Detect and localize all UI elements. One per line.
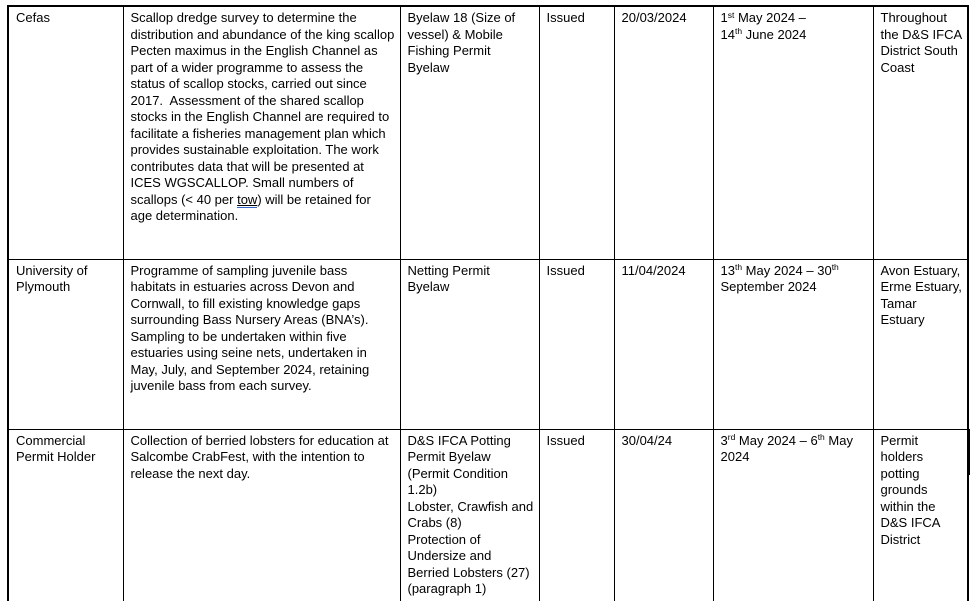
ordinal-suffix: rd bbox=[727, 432, 736, 442]
description-text-after: ) will be retained for age determination. bbox=[130, 191, 371, 223]
period-text: 3rd May 2024 – 6th May 2024 bbox=[720, 432, 853, 464]
applicant-cell bbox=[8, 6, 123, 259]
description-cell bbox=[123, 429, 400, 601]
applicant-text: Commercial Permit Holder bbox=[16, 432, 96, 464]
period-cell bbox=[713, 6, 873, 259]
applicant-cell bbox=[8, 429, 123, 601]
byelaw-cell bbox=[400, 429, 539, 601]
date-cell bbox=[614, 429, 713, 601]
date-text: 11/04/2024 bbox=[621, 262, 686, 278]
byelaw-cell bbox=[400, 259, 539, 429]
description-cell bbox=[123, 259, 400, 429]
revision-mark bbox=[967, 429, 970, 475]
description-text: Scallop dredge survey to determine the distribution and abundance of the king scallop Pecten maximus in the English Channel as part of a wider programme to assess the status of scallop stocks, carried out since 2017. Assessment of the shared scallop stocks in the English Channel are required to facilitate a fisheries management plan which provides sustainable exploitation. The work contributes data that will be presented at ICES WGSCALLOP. Small numbers of scallops (< 40 per bbox=[130, 10, 395, 207]
location-text: Throughout the D&S IFCA District South Coast bbox=[880, 10, 962, 75]
table-row bbox=[8, 429, 968, 601]
description-cell bbox=[123, 6, 400, 259]
ordinal-suffix: th bbox=[817, 432, 825, 442]
byelaw-text: Lobster, Crawfish and Crabs (8) bbox=[407, 498, 534, 530]
table-row bbox=[8, 259, 968, 429]
period-cell bbox=[713, 429, 873, 601]
period-text: 1st May 2024 – 14th June 2024 bbox=[720, 9, 807, 42]
date-text: 30/04/24 bbox=[621, 432, 673, 448]
byelaw-text: Netting Permit Byelaw bbox=[407, 262, 490, 294]
status-cell bbox=[539, 259, 614, 429]
location-cell bbox=[873, 6, 968, 259]
ordinal-suffix: st bbox=[727, 9, 735, 20]
tow-link[interactable]: tow bbox=[237, 191, 258, 207]
ordinal-suffix: th bbox=[831, 262, 839, 272]
location-text: Permit holders potting grounds within the D&S IFCA District bbox=[880, 432, 940, 547]
location-cell bbox=[873, 259, 968, 429]
applicant-cell bbox=[8, 259, 123, 429]
status-text: Issued bbox=[546, 432, 585, 448]
dispensations-table bbox=[7, 5, 969, 601]
description-text: Programme of sampling juvenile bass habitats in estuaries across Devon and Cornwall, to fill existing knowledge gaps surrounding Bass Nursery Areas (BNA’s). Sampling to be undertaken within five estuaries using seine nets, undertaken in May, July, and September 2024, retaining juvenile bass from each survey. bbox=[130, 262, 370, 393]
applicant-text: University of Plymouth bbox=[16, 262, 88, 294]
table-row bbox=[8, 6, 968, 259]
status-text: Issued bbox=[546, 262, 585, 278]
period-text: 13th May 2024 – 30th September 2024 bbox=[720, 262, 839, 294]
byelaw-cell bbox=[400, 6, 539, 259]
status-cell bbox=[539, 429, 614, 601]
description-text: Collection of berried lobsters for education at Salcombe CrabFest, with the intention to release the next day. bbox=[130, 432, 389, 481]
location-cell bbox=[873, 429, 968, 601]
date-cell bbox=[614, 6, 713, 259]
byelaw-text: Byelaw 18 (Size of vessel) & Mobile Fishing Permit Byelaw bbox=[407, 10, 516, 75]
applicant-text: Cefas bbox=[16, 10, 50, 25]
ordinal-suffix: th bbox=[734, 262, 743, 272]
status-text: Issued bbox=[546, 10, 585, 25]
period-cell bbox=[713, 259, 873, 429]
status-cell bbox=[539, 6, 614, 259]
byelaw-text: D&S IFCA Potting Permit Byelaw (Permit Condition 1.2b) bbox=[407, 432, 511, 497]
date-cell bbox=[614, 259, 713, 429]
date-text: 20/03/2024 bbox=[621, 10, 687, 25]
ordinal-suffix: th bbox=[734, 26, 743, 36]
location-text: Avon Estuary, Erme Estuary, Tamar Estuary bbox=[880, 262, 962, 327]
byelaw-text: Protection of Undersize and Berried Lobsters (27) (paragraph 1) bbox=[407, 531, 530, 596]
